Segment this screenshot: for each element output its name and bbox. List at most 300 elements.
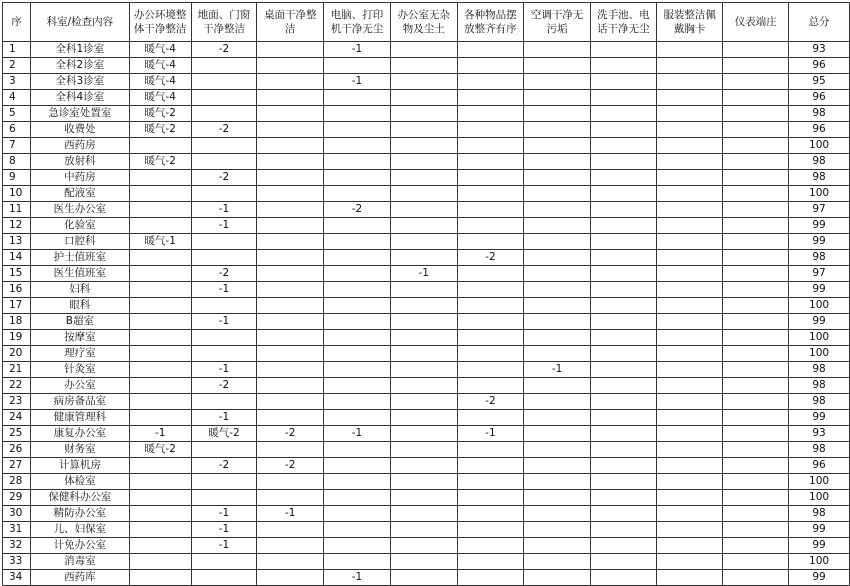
table-row: [3, 154, 850, 170]
office-environment-score: [129, 330, 191, 346]
air-conditioner-score: [524, 330, 591, 346]
office-environment-score: [129, 554, 191, 570]
office-environment-score: [129, 362, 191, 378]
total-score: 98: [789, 362, 850, 378]
uniform-badge-score: [656, 74, 723, 90]
floor-windows-score: -2: [191, 378, 257, 394]
items-order-score: [457, 266, 524, 282]
floor-windows-score: [191, 442, 257, 458]
items-order-score: -2: [457, 394, 524, 410]
col-header-uniform-badge: [656, 3, 723, 42]
air-conditioner-score: [524, 58, 591, 74]
table-row: [3, 282, 850, 298]
computer-printer-score: [324, 186, 391, 202]
appearance-score: [723, 74, 789, 90]
office-environment-score: [129, 282, 191, 298]
appearance-score: [723, 218, 789, 234]
table-row: [3, 90, 850, 106]
floor-windows-score: -2: [191, 458, 257, 474]
department-name: 消毒室: [30, 554, 129, 570]
appearance-score: [723, 458, 789, 474]
sink-phone-score: [590, 42, 656, 58]
sink-phone-score: [590, 330, 656, 346]
row-index: 21: [3, 362, 31, 378]
desk-score: [257, 282, 324, 298]
department-name: 医生办公室: [30, 202, 129, 218]
sink-phone-score: [590, 106, 656, 122]
no-clutter-score: -1: [390, 266, 457, 282]
sink-phone-score: [590, 250, 656, 266]
department-name: 收费处: [30, 122, 129, 138]
uniform-badge-score: [656, 282, 723, 298]
sink-phone-score: [590, 170, 656, 186]
desk-score: [257, 234, 324, 250]
header-text-line: 洁: [285, 23, 296, 35]
total-score: 99: [789, 538, 850, 554]
desk-score: [257, 106, 324, 122]
no-clutter-score: [390, 490, 457, 506]
appearance-score: [723, 442, 789, 458]
desk-score: [257, 218, 324, 234]
office-environment-score: [129, 266, 191, 282]
items-order-score: [457, 474, 524, 490]
office-environment-score: [129, 474, 191, 490]
uniform-badge-score: [656, 202, 723, 218]
air-conditioner-score: [524, 394, 591, 410]
header-row: [3, 3, 850, 42]
floor-windows-score: [191, 554, 257, 570]
no-clutter-score: [390, 426, 457, 442]
total-score: 100: [789, 330, 850, 346]
department-name: 妇科: [30, 282, 129, 298]
office-environment-score: [129, 186, 191, 202]
col-header-index: [3, 3, 31, 42]
computer-printer-score: [324, 138, 391, 154]
office-environment-score: 暖气-4: [129, 58, 191, 74]
floor-windows-score: -1: [191, 410, 257, 426]
uniform-badge-score: [656, 138, 723, 154]
header-text-line: 洗手池、电: [597, 9, 650, 21]
uniform-badge-score: [656, 266, 723, 282]
floor-windows-score: [191, 74, 257, 90]
appearance-score: [723, 554, 789, 570]
sink-phone-score: [590, 202, 656, 218]
row-index: 34: [3, 570, 31, 586]
computer-printer-score: [324, 410, 391, 426]
appearance-score: [723, 122, 789, 138]
items-order-score: [457, 538, 524, 554]
items-order-score: [457, 490, 524, 506]
row-index: 13: [3, 234, 31, 250]
items-order-score: [457, 458, 524, 474]
air-conditioner-score: [524, 298, 591, 314]
sink-phone-score: [590, 378, 656, 394]
table-row: [3, 250, 850, 266]
col-header-floor-windows: [191, 3, 257, 42]
uniform-badge-score: [656, 554, 723, 570]
total-score: 99: [789, 218, 850, 234]
uniform-badge-score: [656, 170, 723, 186]
desk-score: [257, 314, 324, 330]
desk-score: [257, 90, 324, 106]
computer-printer-score: -2: [324, 202, 391, 218]
computer-printer-score: [324, 378, 391, 394]
total-score: 96: [789, 58, 850, 74]
total-score: 100: [789, 490, 850, 506]
office-environment-score: [129, 458, 191, 474]
sink-phone-score: [590, 138, 656, 154]
air-conditioner-score: [524, 154, 591, 170]
table-row: [3, 474, 850, 490]
no-clutter-score: [390, 138, 457, 154]
sink-phone-score: [590, 346, 656, 362]
department-name: 全科2诊室: [30, 58, 129, 74]
items-order-score: [457, 170, 524, 186]
sink-phone-score: [590, 522, 656, 538]
floor-windows-score: [191, 330, 257, 346]
no-clutter-score: [390, 362, 457, 378]
sink-phone-score: [590, 490, 656, 506]
total-score: 98: [789, 154, 850, 170]
sink-phone-score: [590, 74, 656, 90]
desk-score: [257, 154, 324, 170]
sink-phone-score: [590, 186, 656, 202]
appearance-score: [723, 314, 789, 330]
header-text-line: 体干净整洁: [133, 23, 187, 35]
floor-windows-score: [191, 570, 257, 586]
computer-printer-score: [324, 330, 391, 346]
total-score: 97: [789, 266, 850, 282]
uniform-badge-score: [656, 218, 723, 234]
desk-score: [257, 330, 324, 346]
air-conditioner-score: [524, 442, 591, 458]
desk-score: [257, 250, 324, 266]
computer-printer-score: [324, 538, 391, 554]
row-index: 29: [3, 490, 31, 506]
computer-printer-score: -1: [324, 42, 391, 58]
department-name: 计免办公室: [30, 538, 129, 554]
computer-printer-score: [324, 346, 391, 362]
no-clutter-score: [390, 298, 457, 314]
office-environment-score: [129, 410, 191, 426]
air-conditioner-score: [524, 282, 591, 298]
uniform-badge-score: [656, 314, 723, 330]
department-name: 中药房: [30, 170, 129, 186]
sink-phone-score: [590, 154, 656, 170]
computer-printer-score: [324, 250, 391, 266]
desk-score: [257, 378, 324, 394]
computer-printer-score: [324, 154, 391, 170]
no-clutter-score: [390, 202, 457, 218]
items-order-score: [457, 106, 524, 122]
floor-windows-score: -2: [191, 42, 257, 58]
sink-phone-score: [590, 90, 656, 106]
items-order-score: [457, 378, 524, 394]
computer-printer-score: [324, 442, 391, 458]
desk-score: [257, 42, 324, 58]
items-order-score: [457, 90, 524, 106]
no-clutter-score: [390, 218, 457, 234]
department-name: 针灸室: [30, 362, 129, 378]
department-name: 健康管理科: [30, 410, 129, 426]
header-text-line: 空调干净无: [530, 9, 584, 21]
desk-score: [257, 490, 324, 506]
desk-score: [257, 74, 324, 90]
appearance-score: [723, 490, 789, 506]
air-conditioner-score: [524, 458, 591, 474]
desk-score: [257, 410, 324, 426]
computer-printer-score: -1: [324, 74, 391, 90]
uniform-badge-score: [656, 186, 723, 202]
air-conditioner-score: [524, 346, 591, 362]
office-environment-score: 暖气-2: [129, 106, 191, 122]
table-body: [3, 42, 850, 586]
row-index: 14: [3, 250, 31, 266]
desk-score: [257, 346, 324, 362]
floor-windows-score: [191, 106, 257, 122]
office-environment-score: 暖气-4: [129, 90, 191, 106]
department-name: 财务室: [30, 442, 129, 458]
appearance-score: [723, 154, 789, 170]
department-name: 保健科办公室: [30, 490, 129, 506]
no-clutter-score: [390, 90, 457, 106]
sink-phone-score: [590, 122, 656, 138]
desk-score: -1: [257, 506, 324, 522]
department-name: 口腔科: [30, 234, 129, 250]
no-clutter-score: [390, 170, 457, 186]
department-name: 精防办公室: [30, 506, 129, 522]
no-clutter-score: [390, 314, 457, 330]
header-text-line: 办公环境整: [133, 9, 187, 21]
uniform-badge-score: [656, 250, 723, 266]
no-clutter-score: [390, 410, 457, 426]
items-order-score: [457, 234, 524, 250]
table-row: [3, 170, 850, 186]
air-conditioner-score: [524, 122, 591, 138]
table-row: [3, 442, 850, 458]
row-index: 28: [3, 474, 31, 490]
items-order-score: [457, 570, 524, 586]
office-environment-score: 暖气-2: [129, 154, 191, 170]
table-row: [3, 362, 850, 378]
department-name: 计算机房: [30, 458, 129, 474]
appearance-score: [723, 506, 789, 522]
items-order-score: [457, 218, 524, 234]
department-name: 放射科: [30, 154, 129, 170]
row-index: 18: [3, 314, 31, 330]
row-index: 20: [3, 346, 31, 362]
floor-windows-score: -2: [191, 122, 257, 138]
row-index: 12: [3, 218, 31, 234]
department-name: 医生值班室: [30, 266, 129, 282]
table-row: [3, 122, 850, 138]
header-text-line: 电脑、打印: [330, 9, 384, 21]
total-score: 100: [789, 298, 850, 314]
no-clutter-score: [390, 154, 457, 170]
items-order-score: [457, 186, 524, 202]
row-index: 25: [3, 426, 31, 442]
no-clutter-score: [390, 506, 457, 522]
uniform-badge-score: [656, 442, 723, 458]
items-order-score: [457, 154, 524, 170]
total-score: 98: [789, 378, 850, 394]
sink-phone-score: [590, 298, 656, 314]
total-score: 99: [789, 522, 850, 538]
floor-windows-score: [191, 394, 257, 410]
air-conditioner-score: [524, 266, 591, 282]
office-environment-score: -1: [129, 426, 191, 442]
header-text-line: 科室/检查内容: [46, 16, 114, 28]
table-row: [3, 458, 850, 474]
header-text-line: 序: [11, 16, 22, 28]
air-conditioner-score: [524, 490, 591, 506]
air-conditioner-score: [524, 42, 591, 58]
row-index: 2: [3, 58, 31, 74]
computer-printer-score: [324, 506, 391, 522]
header-text-line: 干净整洁: [203, 23, 245, 35]
table-row: [3, 218, 850, 234]
computer-printer-score: [324, 522, 391, 538]
items-order-score: [457, 202, 524, 218]
computer-printer-score: [324, 474, 391, 490]
row-index: 33: [3, 554, 31, 570]
appearance-score: [723, 202, 789, 218]
total-score: 93: [789, 426, 850, 442]
row-index: 32: [3, 538, 31, 554]
computer-printer-score: -1: [324, 426, 391, 442]
header-text-line: 桌面干净整: [264, 9, 317, 21]
uniform-badge-score: [656, 474, 723, 490]
desk-score: [257, 442, 324, 458]
appearance-score: [723, 106, 789, 122]
total-score: 99: [789, 314, 850, 330]
office-environment-score: [129, 522, 191, 538]
row-index: 27: [3, 458, 31, 474]
appearance-score: [723, 522, 789, 538]
items-order-score: [457, 314, 524, 330]
floor-windows-score: -1: [191, 202, 257, 218]
air-conditioner-score: [524, 234, 591, 250]
floor-windows-score: [191, 474, 257, 490]
no-clutter-score: [390, 122, 457, 138]
header-text-line: 各种物品摆: [464, 9, 517, 21]
header-text-line: 总分: [808, 16, 830, 28]
row-index: 6: [3, 122, 31, 138]
row-index: 24: [3, 410, 31, 426]
computer-printer-score: -1: [324, 570, 391, 586]
department-name: 化验室: [30, 218, 129, 234]
appearance-score: [723, 250, 789, 266]
row-index: 17: [3, 298, 31, 314]
department-name: 病房备品室: [30, 394, 129, 410]
air-conditioner-score: [524, 250, 591, 266]
uniform-badge-score: [656, 42, 723, 58]
department-name: 儿、妇保室: [30, 522, 129, 538]
computer-printer-score: [324, 282, 391, 298]
table-row: [3, 346, 850, 362]
floor-windows-score: [191, 154, 257, 170]
uniform-badge-score: [656, 106, 723, 122]
table-row: [3, 42, 850, 58]
header-text-line: 仪表端庄: [734, 16, 777, 28]
office-environment-score: [129, 298, 191, 314]
items-order-score: -1: [457, 426, 524, 442]
uniform-badge-score: [656, 154, 723, 170]
appearance-score: [723, 42, 789, 58]
appearance-score: [723, 346, 789, 362]
sink-phone-score: [590, 554, 656, 570]
header-text-line: 污垢: [546, 23, 568, 35]
sink-phone-score: [590, 218, 656, 234]
floor-windows-score: [191, 298, 257, 314]
table-row: [3, 234, 850, 250]
uniform-badge-score: [656, 538, 723, 554]
no-clutter-score: [390, 234, 457, 250]
table-row: [3, 138, 850, 154]
col-header-sink-phone: [590, 3, 656, 42]
table-row: [3, 538, 850, 554]
sink-phone-score: [590, 506, 656, 522]
computer-printer-score: [324, 122, 391, 138]
no-clutter-score: [390, 442, 457, 458]
sink-phone-score: [590, 282, 656, 298]
floor-windows-score: [191, 346, 257, 362]
row-index: 19: [3, 330, 31, 346]
appearance-score: [723, 186, 789, 202]
no-clutter-score: [390, 250, 457, 266]
total-score: 98: [789, 250, 850, 266]
row-index: 3: [3, 74, 31, 90]
desk-score: [257, 298, 324, 314]
row-index: 4: [3, 90, 31, 106]
department-name: 全科4诊室: [30, 90, 129, 106]
office-environment-score: [129, 218, 191, 234]
col-header-total: [789, 3, 850, 42]
office-environment-score: 暖气-2: [129, 442, 191, 458]
total-score: 98: [789, 506, 850, 522]
air-conditioner-score: [524, 170, 591, 186]
department-name: B超室: [30, 314, 129, 330]
table-row: [3, 378, 850, 394]
uniform-badge-score: [656, 362, 723, 378]
department-name: 配液室: [30, 186, 129, 202]
air-conditioner-score: [524, 426, 591, 442]
col-header-no-clutter: [390, 3, 457, 42]
total-score: 98: [789, 394, 850, 410]
appearance-score: [723, 266, 789, 282]
total-score: 93: [789, 42, 850, 58]
appearance-score: [723, 234, 789, 250]
department-name: 眼科: [30, 298, 129, 314]
items-order-score: [457, 138, 524, 154]
floor-windows-score: -1: [191, 506, 257, 522]
desk-score: [257, 186, 324, 202]
desk-score: [257, 138, 324, 154]
floor-windows-score: [191, 234, 257, 250]
department-name: 西药房: [30, 138, 129, 154]
row-index: 9: [3, 170, 31, 186]
table-row: [3, 506, 850, 522]
office-environment-score: 暖气-2: [129, 122, 191, 138]
col-header-air-conditioner: [524, 3, 591, 42]
col-header-items-order: [457, 3, 524, 42]
computer-printer-score: [324, 490, 391, 506]
uniform-badge-score: [656, 58, 723, 74]
office-environment-score: [129, 346, 191, 362]
appearance-score: [723, 570, 789, 586]
items-order-score: -2: [457, 250, 524, 266]
floor-windows-score: -2: [191, 266, 257, 282]
